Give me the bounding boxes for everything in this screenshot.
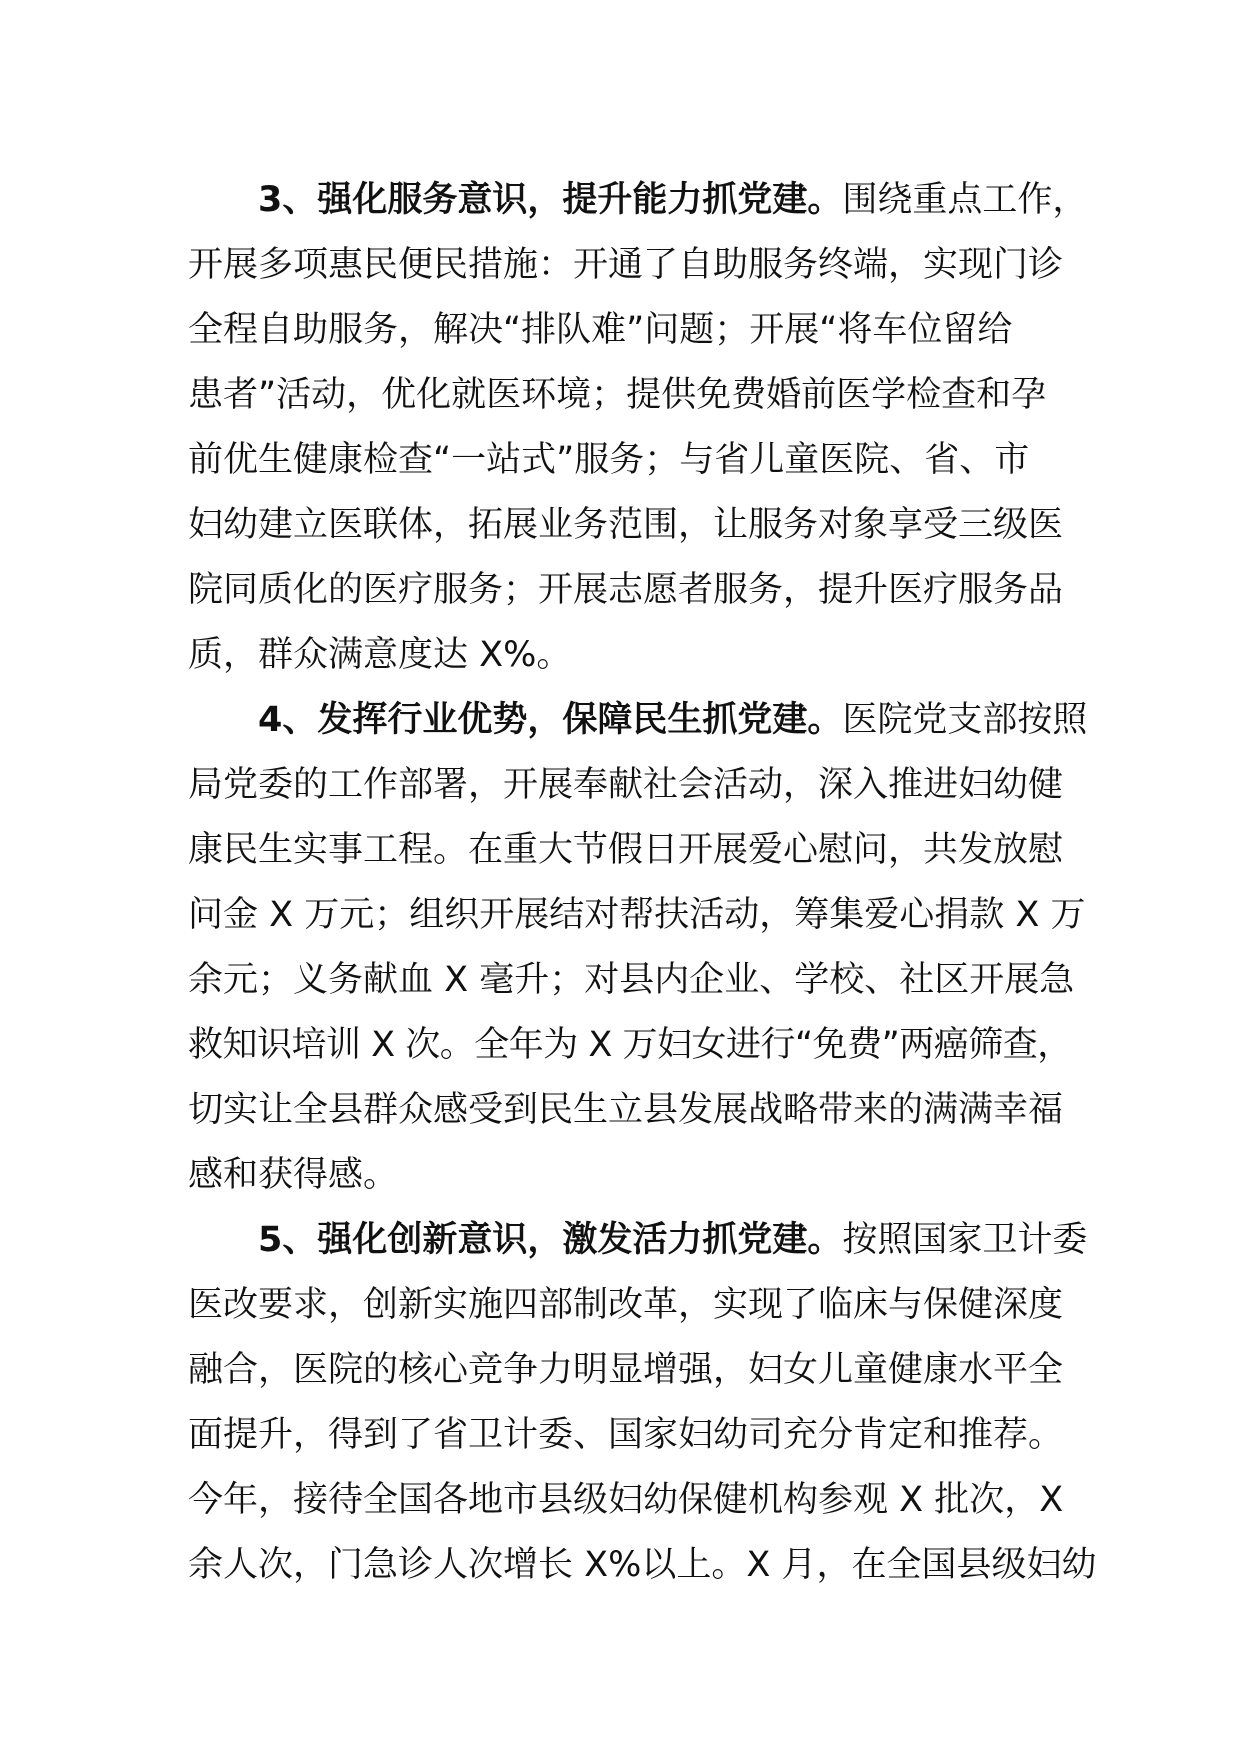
paragraph-heading: 4、发挥行业优势，保障民生抓党建。 bbox=[258, 700, 843, 740]
paragraph-first-line bbox=[188, 688, 1088, 753]
text-line: 余人次，门急诊人次增长 X%以上。X 月，在全国县级妇幼 bbox=[188, 1545, 1097, 1585]
text-line: 全程自助服务，解决“排队难”问题；开展“将车位留给 bbox=[188, 310, 1013, 350]
text-line: 康民生实事工程。在重大节假日开展爱心慰问，共发放慰 bbox=[188, 830, 1064, 870]
paragraph-3 bbox=[188, 168, 1088, 688]
text-line: 感和获得感。 bbox=[188, 1155, 399, 1195]
paragraph-4 bbox=[188, 688, 1088, 1208]
paragraph-heading: 5、强化创新意识，激发活力抓党建。 bbox=[258, 1220, 843, 1260]
text-line: 救知识培训 X 次。全年为 X 万妇女进行“免费”两癌筛查， bbox=[188, 1025, 1072, 1065]
text-line: 前优生健康检查“一站式”服务；与省儿童医院、省、市 bbox=[188, 440, 1030, 480]
paragraph-first-line bbox=[188, 168, 1088, 233]
text-line: 面提升，得到了省卫计委、国家妇幼司充分肯定和推荐。 bbox=[188, 1415, 1064, 1455]
body-text: 围绕重点工作， bbox=[842, 180, 1088, 220]
paragraph-5 bbox=[188, 1208, 1097, 1598]
text-line: 切实让全县群众感受到民生立县发展战略带来的满满幸福 bbox=[188, 1090, 1064, 1130]
text-line: 开展多项惠民便民措施：开通了自助服务终端，实现门诊 bbox=[188, 245, 1064, 285]
text-line: 融合，医院的核心竞争力明显增强，妇女儿童健康水平全 bbox=[188, 1350, 1064, 1390]
paragraph-heading: 3、强化服务意识，提升能力抓党建。 bbox=[258, 180, 843, 220]
text-line: 质，群众满意度达 X%。 bbox=[188, 635, 572, 675]
text-line: 医改要求，创新实施四部制改革，实现了临床与保健深度 bbox=[188, 1285, 1064, 1325]
body-text: 按照国家卫计委 bbox=[842, 1220, 1088, 1260]
text-line: 余元；义务献血 X 毫升；对县内企业、学校、社区开展急 bbox=[188, 960, 1075, 1000]
text-line: 患者”活动，优化就医环境；提供免费婚前医学检查和孕 bbox=[188, 375, 1047, 415]
text-line: 今年，接待全国各地市县级妇幼保健机构参观 X 批次，X bbox=[188, 1480, 1064, 1520]
text-line: 妇幼建立医联体，拓展业务范围，让服务对象享受三级医 bbox=[188, 505, 1064, 545]
text-line: 问金 X 万元；组织开展结对帮扶活动，筹集爱心捐款 X 万 bbox=[188, 895, 1086, 935]
text-line: 局党委的工作部署，开展奉献社会活动，深入推进妇幼健 bbox=[188, 765, 1064, 805]
document-body bbox=[188, 168, 1097, 1598]
text-line: 院同质化的医疗服务；开展志愿者服务，提升医疗服务品 bbox=[188, 570, 1064, 610]
paragraph-first-line bbox=[188, 1208, 1088, 1273]
body-text: 医院党支部按照 bbox=[842, 700, 1088, 740]
